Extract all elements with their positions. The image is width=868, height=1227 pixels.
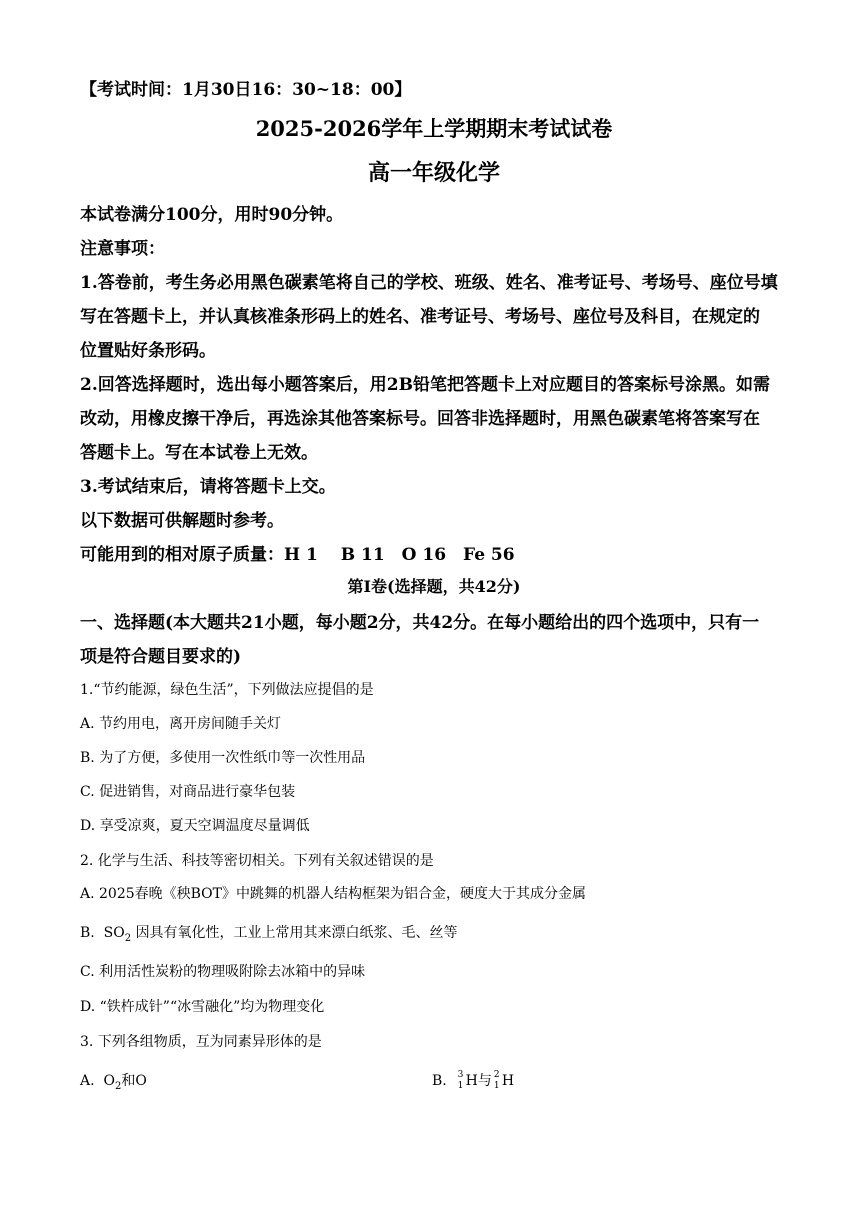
o2-formula xyxy=(103,1073,122,1092)
q1-option-b: B. 为了方便，多使用一次性纸巾等一次性用品 xyxy=(80,750,366,766)
q2-option-c: C. 利用活性炭粉的物理吸附除去冰箱中的异味 xyxy=(80,964,366,980)
o2-symbol: O xyxy=(103,1073,115,1089)
notice-line: 答题卡上。写在本试卷上无效。 xyxy=(80,443,318,463)
q3-option-b xyxy=(432,1070,514,1090)
q2-option-b xyxy=(80,922,458,944)
q2-option-d: D. “铁杵成针”“冰雪融化”均为物理变化 xyxy=(80,999,325,1015)
q3-option-b-label: B. xyxy=(432,1073,447,1089)
q3-stem: 3. 下列各组物质，互为同素异形体的是 xyxy=(80,1034,322,1050)
conjunction: 与 xyxy=(477,1073,492,1089)
notice-line: 3.考试结束后，请将答题卡上交。 xyxy=(80,477,336,497)
element-symbol: H xyxy=(501,1073,515,1089)
data-note: 以下数据可供解题时参考。 xyxy=(80,511,284,531)
nuclide-prefix xyxy=(492,1072,502,1090)
so2-subscript: 2 xyxy=(124,932,132,944)
q2-option-b-label: B. xyxy=(80,925,95,941)
part-heading-line: 一、选择题(本大题共21小题，每小题2分，共42分。在每小题给出的四个选项中，只有一 xyxy=(80,613,760,633)
notice-line: 2.回答选择题时，选出每小题答案后，用2B铅笔把答题卡上对应题目的答案标号涂黑。如需 xyxy=(80,375,770,395)
q3-option-a xyxy=(80,1070,147,1092)
notice-heading: 注意事项： xyxy=(80,239,165,259)
nuclide-prefix xyxy=(456,1072,466,1090)
q1-stem: 1.“节约能源，绿色生活”，下列做法应提倡的是 xyxy=(80,682,374,698)
notice-line: 1.答卷前，考生务必用黑色碳素笔将自己的学校、班级、姓名、准考证号、考场号、座位号填 xyxy=(80,273,778,293)
score-note: 本试卷满分100分，用时90分钟。 xyxy=(80,205,344,225)
notice-line: 写在答题卡上，并认真核准条形码上的姓名、准考证号、考场号、座位号及科目，在规定的 xyxy=(80,307,760,327)
so2-symbol: SO xyxy=(103,925,125,941)
section-title: 第I卷(选择题，共42分) xyxy=(347,577,521,596)
q2-option-a: A. 2025春晚《秧BOT》中跳舞的机器人结构框架为铝合金，硬度大于其成分金属 xyxy=(80,886,587,902)
so2-formula xyxy=(103,925,132,944)
element-symbol: H xyxy=(465,1073,478,1089)
mass-number: 3 xyxy=(457,1070,464,1080)
q1-option-c: C. 促进销售，对商品进行豪华包装 xyxy=(80,784,296,800)
q1-option-d: D. 享受凉爽，夏天空调温度尽量调低 xyxy=(80,818,310,834)
q3-option-a-text: 和O xyxy=(121,1073,147,1089)
atomic-number: 1 xyxy=(457,1081,464,1091)
exam-time: 【考试时间：1月30日16：30~18：00】 xyxy=(80,80,412,100)
notice-line: 位置贴好条形码。 xyxy=(80,341,216,361)
q2-option-b-text: 因具有氧化性，工业上常用其来漂白纸浆、毛、丝等 xyxy=(135,925,458,941)
mass-number: 2 xyxy=(493,1070,500,1080)
atomic-number: 1 xyxy=(493,1081,500,1091)
o2-subscript: 2 xyxy=(114,1080,122,1092)
exam-title: 2025-2026学年上学期期末考试试卷 xyxy=(255,116,613,141)
q2-stem: 2. 化学与生活、科技等密切相关。下列有关叙述错误的是 xyxy=(80,853,434,869)
exam-subtitle: 高一年级化学 xyxy=(367,160,500,186)
notice-line: 改动，用橡皮擦干净后，再选涂其他答案标号。回答非选择题时，用黑色碳素笔将答案写在 xyxy=(80,409,760,429)
q1-option-a: A. 节约用电，离开房间随手关灯 xyxy=(80,716,282,732)
atomic-masses: 可能用到的相对原子质量：H 1 B 11 O 16 Fe 56 xyxy=(80,545,515,565)
part-heading-line: 项是符合题目要求的) xyxy=(80,647,242,667)
q3-option-a-label: A. xyxy=(80,1073,95,1089)
